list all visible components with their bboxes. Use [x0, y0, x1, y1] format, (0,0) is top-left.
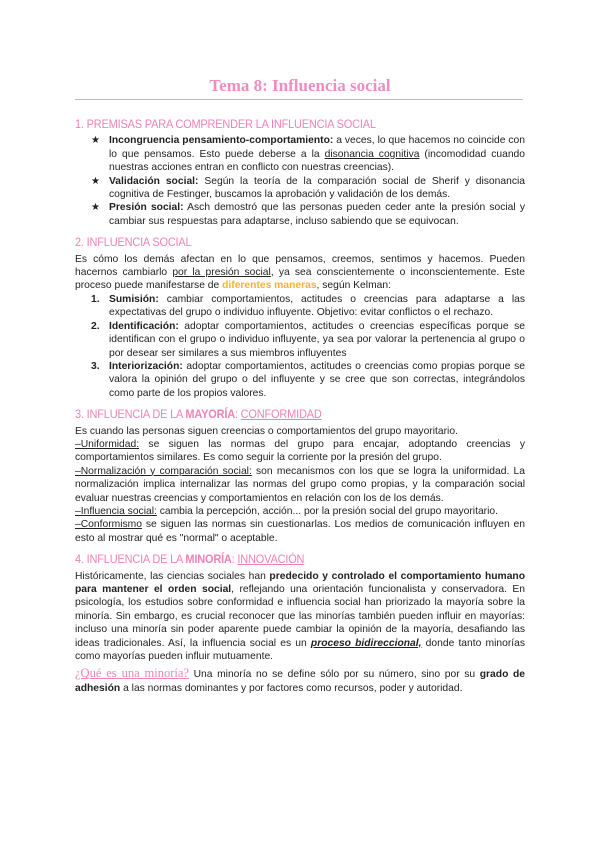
item-term: Incongruencia pensamiento-comportamiento:	[109, 135, 334, 147]
section-3-heading: 3. INFLUENCIA DE LA MAYORÍA: CONFORMIDAD	[75, 407, 322, 422]
section-3-intro: Es cuando las personas siguen creencias o comportamientos del grupo mayoritario.	[75, 425, 458, 437]
item-text: (incomodidad cuando nuestras acciones entran en conflicto con nuestras creencias).	[109, 148, 526, 174]
item-term: Interiorización:	[109, 360, 183, 372]
page-title: Tema 8: Influencia social	[209, 76, 391, 95]
list-item: 1. Sumisión: cambiar comportamientos, actitudes o creencias para adaptarse a las expectativas del grupo o individuo influyente. Objetivo: evitar conflictos o el rechazo.	[91, 293, 525, 319]
uniformidad-paragraph: –Uniformidad: se siguen las normas del grupo para encajar, adoptando creencias y comportamientos similares. Es como seguir la corriente por la presión del grupo.	[75, 438, 525, 464]
list-item	[75, 134, 525, 174]
underlined-term: disonancia cognitiva	[324, 148, 420, 160]
list-item	[75, 175, 525, 202]
question-heading: ¿Qué es una minoría?	[75, 666, 189, 681]
section-1-heading: 1. PREMISAS PARA COMPRENDER LA INFLUENCIA SOCIAL	[75, 117, 376, 131]
minority-question-paragraph: ¿Qué es una minoría? Una minoría no se define sólo por su número, sino por su grado de adhesión a las normas dominantes y por factores como recursos, poder y autoridad.	[75, 666, 525, 694]
star-icon: ★	[91, 135, 100, 147]
influencia-paragraph: –Influencia social: cambia la percepción, acción... por la presión social del grupo mayoritario.	[75, 505, 498, 517]
highlight-term: diferentes maneras	[222, 280, 317, 292]
item-text: a veces, lo que hacemos no coincide con lo que pensamos. Esto puede deberse a la	[109, 135, 525, 160]
star-icon: ★	[91, 202, 100, 214]
normalizacion-paragraph: –Normalización y comparación social: son mecanismos con los que se logra la uniformidad. La normalización implica internalizar las normas del grupo como propias, y la comparación social evaluar nuestras creencias y comportamientos en relación con los de los demás.	[75, 465, 525, 504]
section-4-heading: 4. INFLUENCIA DE LA MINORÍA: INNOVACIÓN	[75, 552, 305, 567]
item-term: Sumisión:	[109, 293, 159, 305]
premises-list	[75, 134, 525, 228]
underlined-term: por la presión social	[172, 267, 271, 279]
item-term: Validación social:	[109, 175, 199, 187]
section-4-paragraph: Históricamente, las ciencias sociales han predecido y controlado el comportamiento humano para mantener el orden social, reflejando una orientación funcionalista y conservadora. En psicología, los estudios sobre conformidad e influencia social han priorizado la mayoría sobre la minoría. Sin embargo, es crucial reconocer que las minorías también pueden influir en mayorías: incluso una minoría sin poder aparente puede cambiar la opinión de la mayoría, desafiando las ideas tradicionales. Así, la influencia social es un proceso bidireccional, donde tanto minorías como mayorías pueden influir mutuamente.	[75, 570, 525, 663]
emphasis-term: proceso bidireccional,	[310, 637, 422, 649]
list-item: 3. Interiorización: adoptar comportamientos, actitudes o creencias como propias porque se valora la opinión del grupo o del influyente y se cree que son correctas, integrándolos como parte de los propios valores.	[91, 360, 525, 399]
item-text: Asch demostró que las personas pueden ceder ante la presión social y cambiar sus respuestas para adaptarse, incluso sabiendo que se equivocan.	[109, 202, 525, 227]
section-2-paragraph: Es cómo los demás afectan en lo que pensamos, creemos, sentimos y hacemos. Pueden hacernos cambiarlo por la presión social, ya sea conscientemente o inconscientemente. Este proceso puede manifestarse de diferentes maneras, según Kelman:	[75, 253, 526, 292]
item-term: Identificación:	[109, 320, 179, 332]
list-item	[75, 201, 525, 228]
star-icon: ★	[91, 175, 100, 187]
kelman-list	[75, 293, 525, 400]
document-body	[75, 118, 525, 695]
section-2-heading: 2. INFLUENCIA SOCIAL	[75, 235, 192, 250]
title-divider	[75, 99, 523, 100]
item-term: Presión social:	[109, 202, 184, 214]
list-item: 2. Identificación: adoptar comportamientos, actitudes o creencias específicas porque se identifican con el grupo o individuo influyente, ya sea por valorar la pertenencia al grupo o por desear ser similares a sus miembros influyentes	[91, 320, 525, 359]
conformismo-paragraph: –Conformismo se siguen las normas sin cuestionarlas. Los medios de comunicación influyen en esto al mostrar qué es "normal" o aceptable.	[75, 519, 525, 544]
item-text: Según la teoría de la comparación social de Sherif y disonancia cognitiva de Festinger, buscamos la aprobación y validación de los demás.	[109, 175, 525, 201]
